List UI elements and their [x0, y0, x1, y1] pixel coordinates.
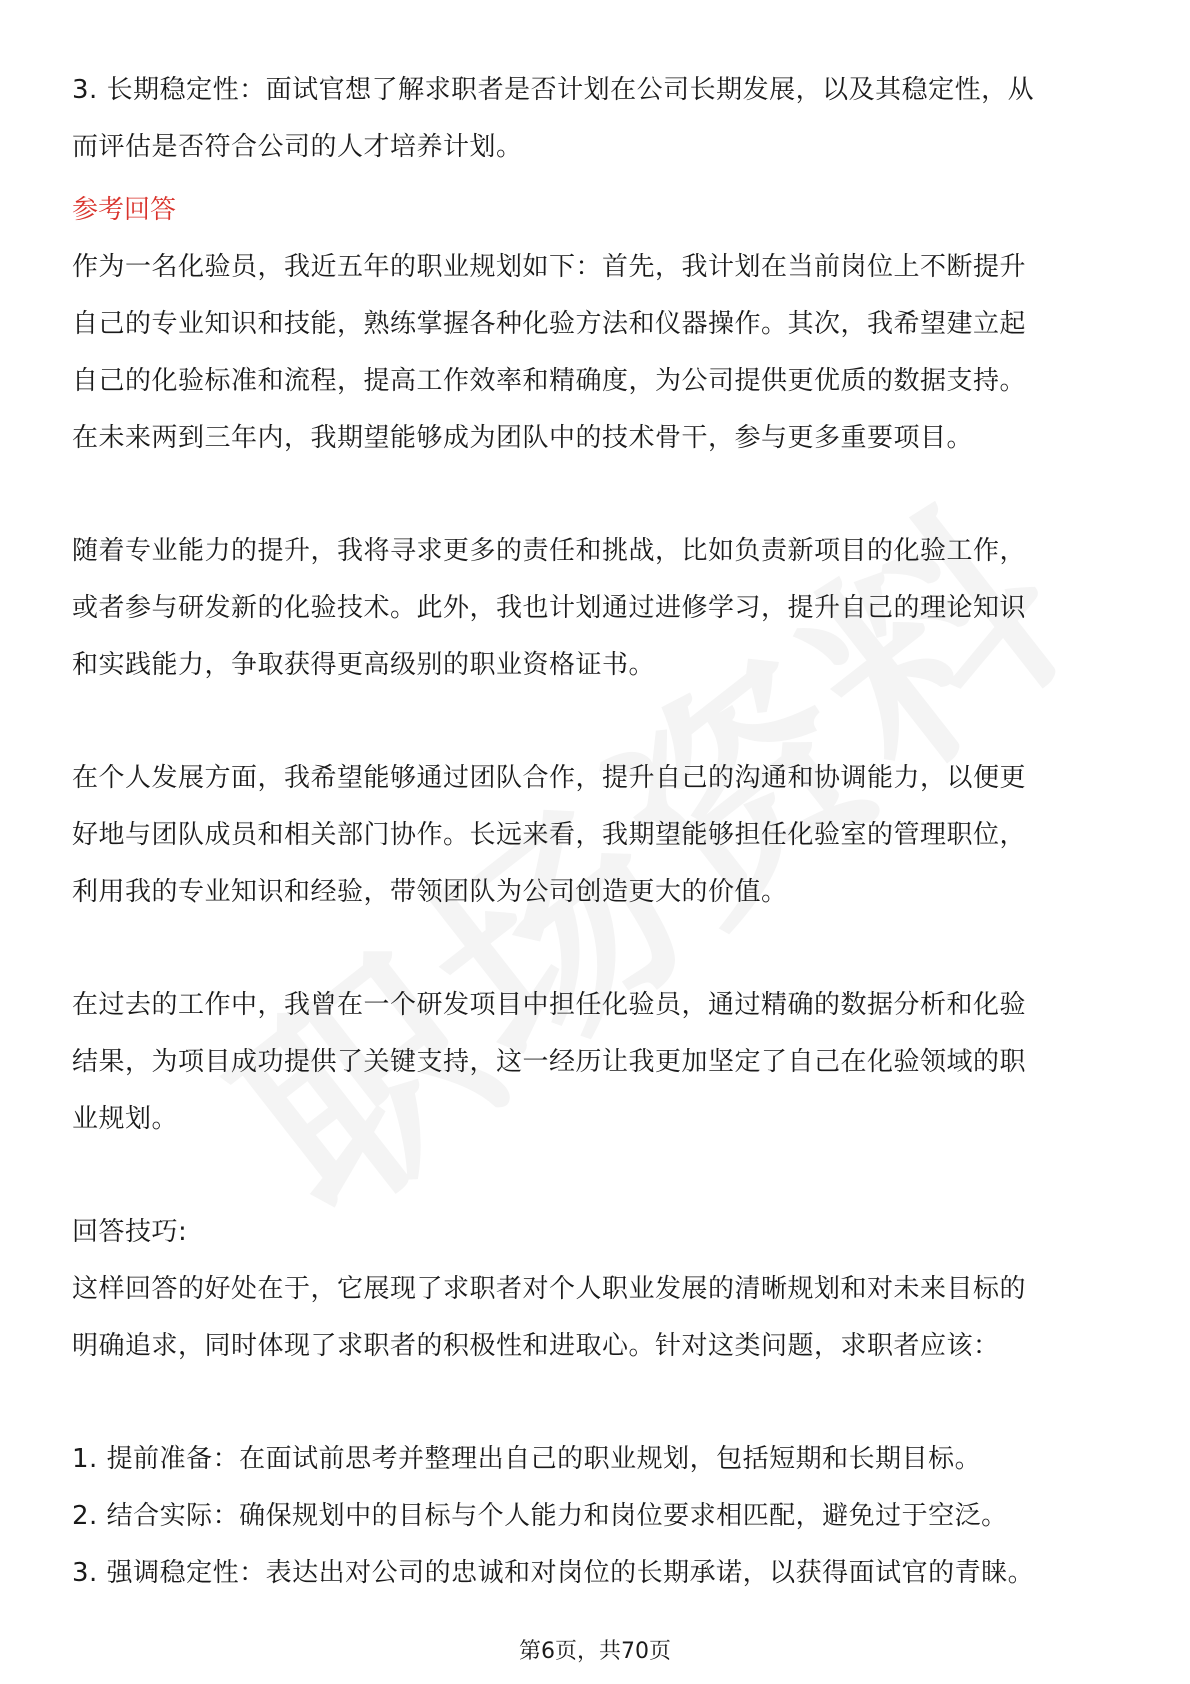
intro-line: 3. 长期稳定性：面试官想了解求职者是否计划在公司长期发展，以及其稳定性，从 [72, 75, 1035, 105]
intro-line: 而评估是否符合公司的人才培养计划。 [72, 132, 523, 162]
paragraph-line: 好地与团队成员和相关部门协作。长远来看，我期望能够担任化验室的管理职位， [72, 820, 1027, 850]
tips-list [72, 1431, 1122, 1602]
paragraph-line: 作为一名化验员，我近五年的职业规划如下：首先，我计划在当前岗位上不断提升 [72, 252, 1027, 282]
list-item: 1. 提前准备：在面试前思考并整理出自己的职业规划，包括短期和长期目标。 [72, 1444, 982, 1474]
list-item: 3. 强调稳定性：表达出对公司的忠诚和对岗位的长期承诺，以获得面试官的青睐。 [72, 1558, 1035, 1588]
tips-heading: 回答技巧: [72, 1217, 188, 1247]
reference-answer-heading: 参考回答 [72, 195, 177, 225]
paragraph-line: 自己的化验标准和流程，提高工作效率和精确度，为公司提供更优质的数据支持。 [72, 366, 1027, 396]
paragraph-line: 和实践能力，争取获得更高级别的职业资格证书。 [72, 650, 656, 680]
paragraph-line: 自己的专业知识和技能，熟练掌握各种化验方法和仪器操作。其次，我希望建立起 [72, 309, 1027, 339]
answer-paragraph-1 [72, 239, 1122, 467]
paragraph-line: 利用我的专业知识和经验，带领团队为公司创造更大的价值。 [72, 877, 788, 907]
paragraph-line: 结果，为项目成功提供了关键支持，这一经历让我更加坚定了自己在化验领域的职 [72, 1047, 1027, 1077]
page-number: 第6页，共70页 [519, 1639, 671, 1664]
answer-paragraph-4 [72, 977, 1122, 1148]
tips-intro [72, 1261, 1122, 1375]
intro-item [72, 62, 1122, 176]
page-content [72, 62, 1122, 1602]
paragraph-line: 在个人发展方面，我希望能够通过团队合作，提升自己的沟通和协调能力，以便更 [72, 763, 1027, 793]
list-item: 2. 结合实际：确保规划中的目标与个人能力和岗位要求相匹配，避免过于空泛。 [72, 1501, 1008, 1531]
paragraph-line: 在过去的工作中，我曾在一个研发项目中担任化验员，通过精确的数据分析和化验 [72, 990, 1027, 1020]
paragraph-line: 随着专业能力的提升，我将寻求更多的责任和挑战，比如负责新项目的化验工作， [72, 536, 1027, 566]
paragraph-line: 业规划。 [72, 1104, 179, 1134]
paragraph-line: 这样回答的好处在于，它展现了求职者对个人职业发展的清晰规划和对未来目标的 [72, 1274, 1027, 1304]
paragraph-line: 明确追求，同时体现了求职者的积极性和进取心。针对这类问题，求职者应该： [72, 1331, 1000, 1361]
paragraph-line: 或者参与研发新的化验技术。此外，我也计划通过进修学习，提升自己的理论知识 [72, 593, 1027, 623]
answer-paragraph-3 [72, 750, 1122, 921]
paragraph-line: 在未来两到三年内，我期望能够成为团队中的技术骨干，参与更多重要项目。 [72, 423, 974, 453]
answer-paragraph-2 [72, 523, 1122, 694]
